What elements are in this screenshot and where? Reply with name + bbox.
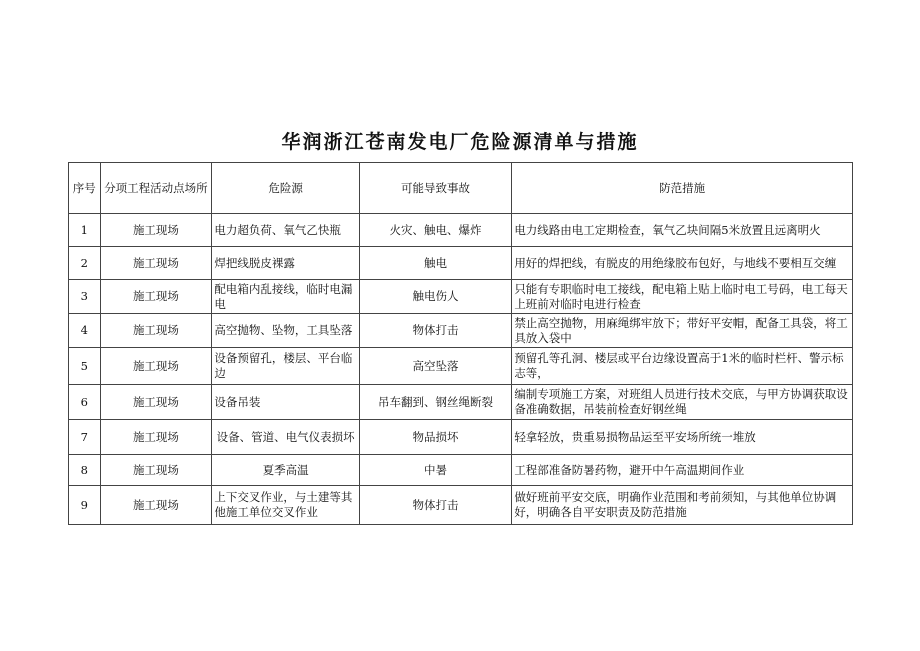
cell-location: 施工现场 (100, 348, 212, 385)
header-no: 序号 (69, 163, 101, 214)
cell-measure: 预留孔等孔洞、楼层或平台边缘设置高于1米的临时栏杆、警示标志等， (512, 348, 853, 385)
cell-location: 施工现场 (100, 314, 212, 348)
cell-location: 施工现场 (100, 486, 212, 525)
cell-measure: 用好的焊把线，有脱皮的用绝缘胶布包好，与地线不要相互交缠 (512, 247, 853, 280)
document-title: 华润浙江苍南发电厂危险源清单与措施 (281, 131, 639, 153)
cell-result: 火灾、触电、爆炸 (359, 214, 512, 247)
header-hazard: 危险源 (212, 163, 359, 214)
cell-location: 施工现场 (100, 455, 212, 486)
cell-hazard: 配电箱内乱接线，临时电漏电 (212, 280, 359, 314)
cell-hazard: 夏季高温 (212, 455, 359, 486)
cell-no: 7 (69, 420, 101, 455)
cell-no: 2 (69, 247, 101, 280)
cell-no: 3 (69, 280, 101, 314)
cell-hazard: 焊把线脱皮裸露 (212, 247, 359, 280)
table-row (69, 280, 853, 314)
cell-hazard: 设备、管道、电气仪表损坏 (212, 420, 359, 455)
cell-location: 施工现场 (100, 385, 212, 420)
cell-result: 物体打击 (359, 486, 512, 525)
cell-result: 高空坠落 (359, 348, 512, 385)
cell-result: 触电伤人 (359, 280, 512, 314)
table-row (69, 420, 853, 455)
cell-measure: 工程部准备防暑药物，避开中午高温期间作业 (512, 455, 853, 486)
table-row (69, 486, 853, 525)
table-header-row (69, 163, 853, 214)
cell-hazard: 上下交叉作业，与土建等其他施工单位交叉作业 (212, 486, 359, 525)
cell-result: 触电 (359, 247, 512, 280)
table-row (69, 214, 853, 247)
cell-result: 物体打击 (359, 314, 512, 348)
cell-measure: 禁止高空抛物，用麻绳绑牢放下；带好平安帽，配备工具袋，将工具放入袋中 (512, 314, 853, 348)
cell-measure: 只能有专职临时电工接线，配电箱上贴上临时电工号码，电工每天上班前对临时电进行检查 (512, 280, 853, 314)
cell-no: 6 (69, 385, 101, 420)
header-result: 可能导致事故 (359, 163, 512, 214)
cell-location: 施工现场 (100, 420, 212, 455)
cell-location: 施工现场 (100, 280, 212, 314)
table-row (69, 385, 853, 420)
table-row (69, 348, 853, 385)
cell-measure: 轻拿轻放，贵重易损物品运至平安场所统一堆放 (512, 420, 853, 455)
cell-measure: 做好班前平安交底，明确作业范围和考前须知，与其他单位协调好，明确各自平安职责及防范措施 (512, 486, 853, 525)
header-measure: 防范措施 (512, 163, 853, 214)
table-row (69, 314, 853, 348)
cell-no: 1 (69, 214, 101, 247)
table-row (69, 455, 853, 486)
header-location: 分项工程活动点场所 (100, 163, 212, 214)
cell-no: 5 (69, 348, 101, 385)
cell-hazard: 设备预留孔，楼层、平台临边 (212, 348, 359, 385)
cell-no: 4 (69, 314, 101, 348)
cell-location: 施工现场 (100, 214, 212, 247)
cell-no: 9 (69, 486, 101, 525)
cell-measure: 电力线路由电工定期检查，氧气乙块间隔5米放置且远离明火 (512, 214, 853, 247)
cell-measure: 编制专项施工方案，对班组人员进行技术交底，与甲方协调获取设备准确数据，吊装前检查好钢丝绳 (512, 385, 853, 420)
cell-hazard: 设备吊装 (212, 385, 359, 420)
cell-hazard: 电力超负荷、氧气乙快瓶 (212, 214, 359, 247)
cell-result: 吊车翻到、钢丝绳断裂 (359, 385, 512, 420)
cell-hazard: 高空抛物、坠物，工具坠落 (212, 314, 359, 348)
cell-result: 中暑 (359, 455, 512, 486)
cell-location: 施工现场 (100, 247, 212, 280)
hazard-table (68, 162, 853, 525)
cell-result: 物品损坏 (359, 420, 512, 455)
cell-no: 8 (69, 455, 101, 486)
table-row (69, 247, 853, 280)
